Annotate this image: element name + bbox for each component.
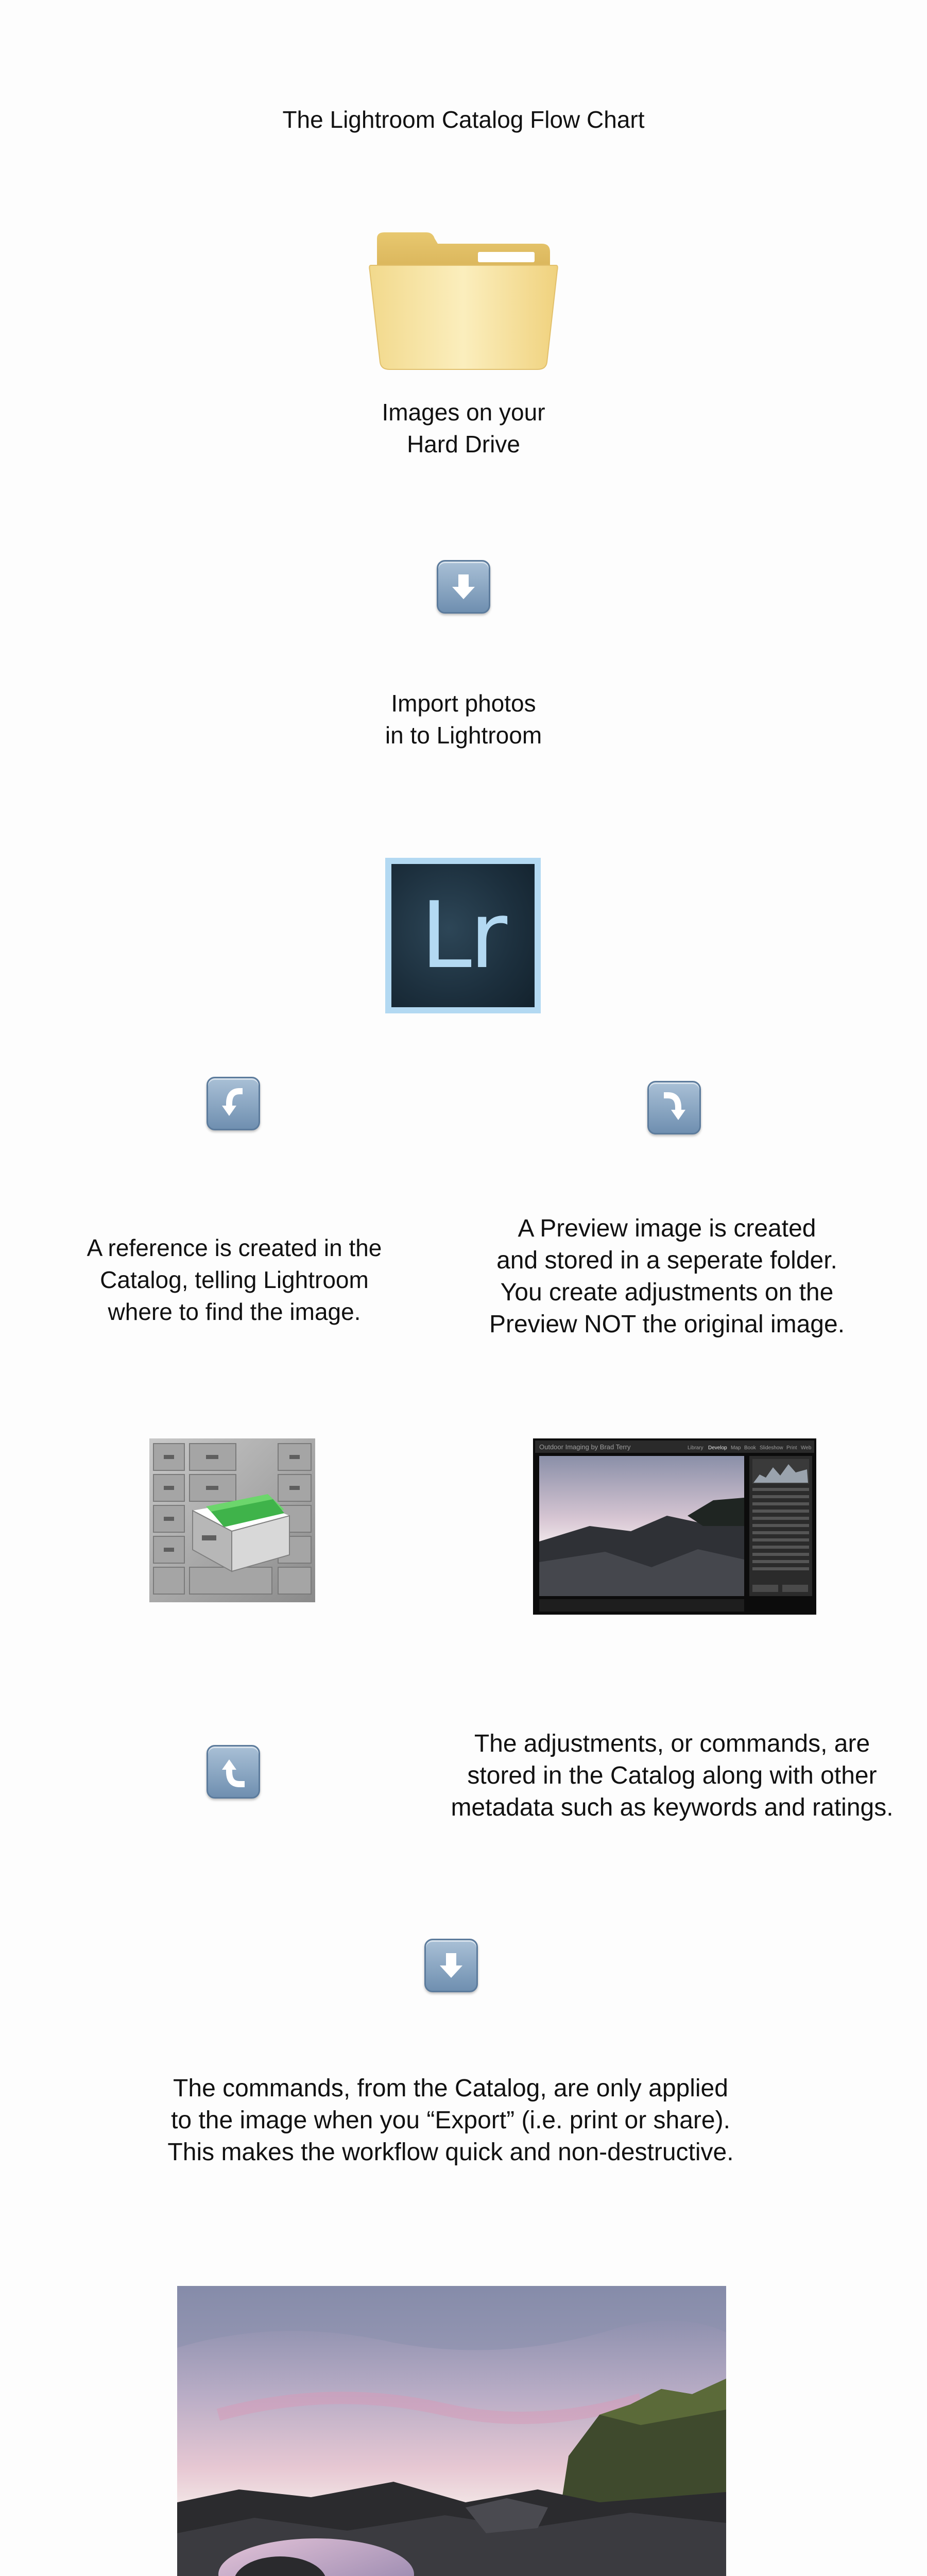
screenshot-app-title: Outdoor Imaging by Brad Terry [539, 1443, 631, 1451]
hard-drive-label: Images on your Hard Drive [382, 399, 545, 457]
import-label: Import photos in to Lightroom [385, 690, 542, 749]
screenshot-module-map: Map [731, 1445, 741, 1451]
screenshot-module-book: Book [744, 1445, 756, 1451]
screenshot-module-print: Print [786, 1445, 797, 1451]
curve-up-arrow-icon [207, 1745, 260, 1799]
screenshot-module-library: Library [688, 1445, 703, 1451]
arrow-down-icon [437, 560, 490, 614]
lightroom-screenshot-image [533, 1438, 816, 1615]
export-label: The commands, from the Catalog, are only applied to the image when you “Export” (i.e. print or share). This makes the workflow quick and non-destructive. [167, 2075, 734, 2166]
page-title: The Lightroom Catalog Flow Chart [282, 106, 645, 133]
screenshot-module-develop: Develop [708, 1445, 727, 1451]
screenshot-module-web: Web [801, 1445, 812, 1451]
curve-down-left-arrow-icon [207, 1077, 260, 1130]
filing-cabinet-image [149, 1438, 315, 1602]
commands-label: The adjustments, or commands, are stored in the Catalog along with other metadata such as keywords and ratings. [451, 1730, 894, 1821]
lightroom-logo-text: Lr [420, 882, 506, 989]
curve-down-right-arrow-icon [647, 1081, 701, 1134]
preview-label: A Preview image is created and stored in a seperate folder. You create adjustments on the Preview NOT the original image. [489, 1215, 845, 1338]
screenshot-module-slideshow: Slideshow [760, 1445, 783, 1451]
final-photo-image [177, 2286, 726, 2576]
folder-icon [366, 229, 561, 374]
reference-label: A reference is created in the Catalog, telling Lightroom where to find the image. [87, 1234, 382, 1325]
arrow-down-icon [424, 1939, 478, 1992]
lightroom-logo [385, 858, 541, 1013]
